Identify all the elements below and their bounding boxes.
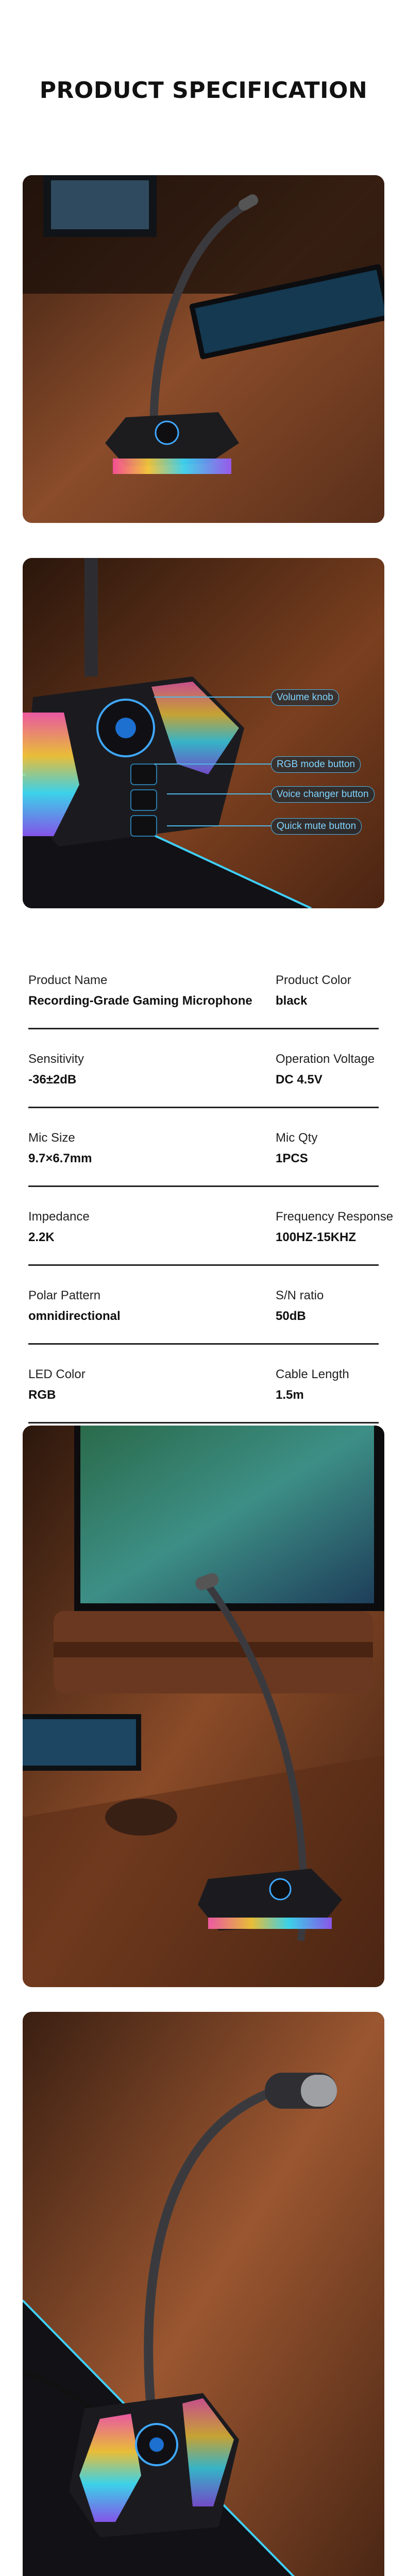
spec-label: Sensitivity bbox=[28, 1052, 84, 1066]
spec-value: -36±2dB bbox=[28, 1073, 77, 1087]
spec-row bbox=[28, 1266, 379, 1345]
spec-label: Product Name bbox=[28, 973, 108, 987]
callout-rgb-mode-button: RGB mode button bbox=[271, 756, 361, 773]
microphone-base-closeup-photo bbox=[23, 558, 384, 908]
spec-row bbox=[28, 1029, 379, 1108]
spec-value: 1PCS bbox=[276, 1151, 308, 1165]
spec-label: LED Color bbox=[28, 1367, 86, 1381]
spec-value: RGB bbox=[28, 1388, 56, 1402]
spec-value: 9.7×6.7mm bbox=[28, 1151, 92, 1165]
spec-label: Frequency Response bbox=[276, 1210, 394, 1224]
spec-row bbox=[28, 951, 379, 1029]
spec-value: black bbox=[276, 994, 308, 1008]
spec-value: 100HZ-15KHZ bbox=[276, 1230, 357, 1244]
spec-value: DC 4.5V bbox=[276, 1073, 323, 1087]
callout-quick-mute-button: Quick mute button bbox=[271, 818, 362, 835]
spec-value: 50dB bbox=[276, 1309, 306, 1323]
spec-row bbox=[28, 1108, 379, 1187]
spec-label: Operation Voltage bbox=[276, 1052, 375, 1066]
spec-label: Mic Qty bbox=[276, 1131, 318, 1145]
spec-value: omnidirectional bbox=[28, 1309, 121, 1323]
microphone-on-desk-photo bbox=[23, 175, 384, 523]
callout-volume-knob: Volume knob bbox=[271, 689, 339, 706]
spec-row bbox=[28, 1187, 394, 1266]
spec-label: Polar Pattern bbox=[28, 1289, 101, 1302]
spec-value: Recording-Grade Gaming Microphone bbox=[28, 994, 252, 1008]
spec-row bbox=[28, 1345, 379, 1423]
spec-table bbox=[28, 951, 394, 1423]
microphone-on-mat-photo bbox=[23, 2012, 384, 2576]
spec-value: 2.2K bbox=[28, 1230, 55, 1244]
spec-value: 1.5m bbox=[276, 1388, 304, 1402]
spec-label: Impedance bbox=[28, 1210, 90, 1224]
spec-label: Product Color bbox=[276, 973, 351, 987]
page-title: PRODUCT SPECIFICATION bbox=[39, 77, 368, 104]
spec-label: S/N ratio bbox=[276, 1289, 324, 1302]
microphone-with-monitor-photo bbox=[23, 1426, 384, 1987]
callout-voice-changer-button: Voice changer button bbox=[271, 786, 375, 803]
spec-label: Cable Length bbox=[276, 1367, 349, 1381]
spec-label: Mic Size bbox=[28, 1131, 75, 1145]
